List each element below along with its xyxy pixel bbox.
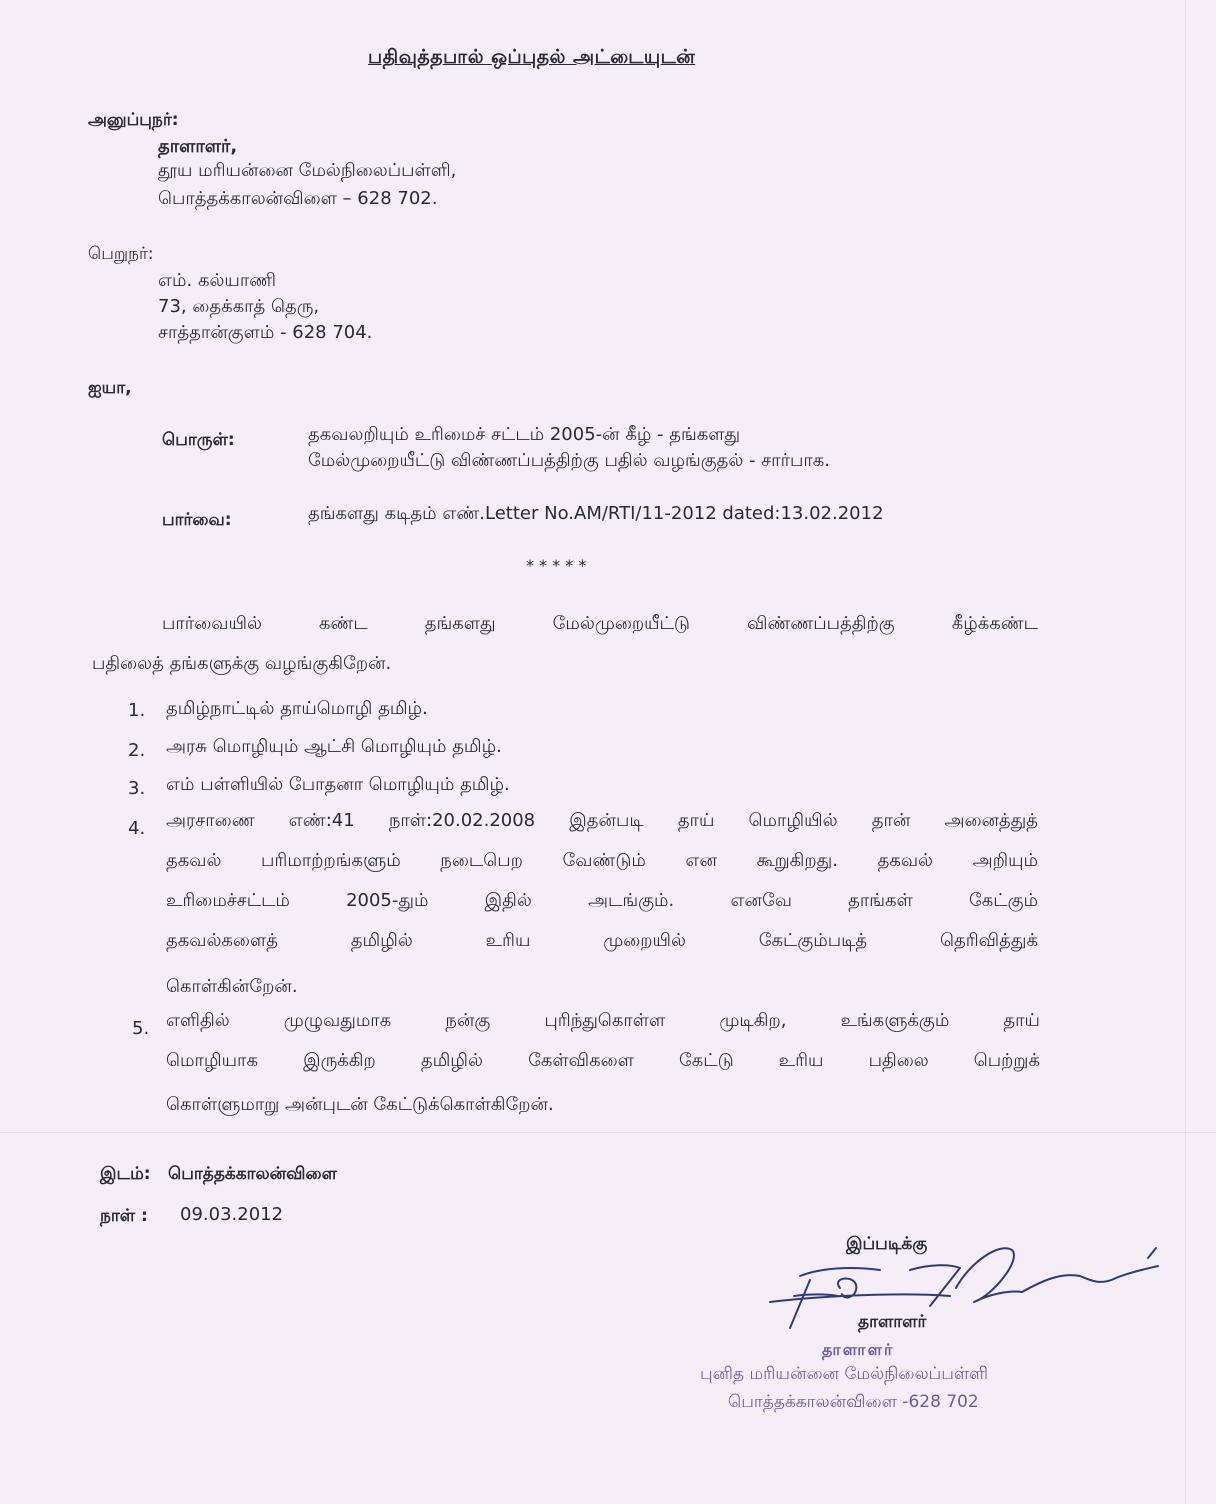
item-4-line-1: அரசாணை எண்:41 நாள்:20.02.2008 இதன்படி தாய் மொழியில் தான் அனைத்துத் xyxy=(166,810,1038,831)
fold-line-vertical xyxy=(1185,0,1186,1504)
recipient-street: 73, தைக்காத் தெரு, xyxy=(158,296,320,317)
stamp-line-3: பொத்தக்காலன்விளை -628 702 xyxy=(728,1392,979,1412)
item-5-line-2: மொழியாக இருக்கிற தமிழில் கேள்விகளை கேட்டு உரிய பதிலை பெற்றுக் xyxy=(166,1050,1040,1071)
intro-line-1: பார்வையில் கண்ட தங்களது மேல்முறையீட்டு விண்ணப்பத்திற்கு கீழ்க்கண்ட xyxy=(162,613,1038,634)
subject-label: பொருள்: xyxy=(162,430,235,450)
item-number: 4. xyxy=(128,818,146,839)
intro-line-2: பதிலைத் தங்களுக்கு வழங்குகிறேன். xyxy=(92,653,392,674)
recipient-label: பெறுநர்: xyxy=(88,244,154,264)
item-5-line-1: எளிதில் முழுவதுமாக நன்கு புரிந்துகொள்ள முடிகிற, உங்களுக்கும் தாய் xyxy=(166,1010,1040,1031)
place-value: பொத்தக்காலன்விளை xyxy=(168,1164,337,1184)
separator-stars: * * * * * xyxy=(526,556,587,575)
sender-label: அனுப்புநர்: xyxy=(88,110,179,130)
subject-line-1: தகவலறியும் உரிமைச் சட்டம் 2005-ன் கீழ் - தங்களது xyxy=(308,424,741,445)
letter-title: பதிவுத்தபால் ஒப்புதல் அட்டையுடன் xyxy=(368,46,696,68)
item-4-line-3: உரிமைச்சட்டம் 2005-தும் இதில் அடங்கும். எனவே தாங்கள் கேட்கும் xyxy=(166,890,1038,911)
reference-label: பார்வை: xyxy=(162,510,232,530)
date-value: 09.03.2012 xyxy=(180,1204,284,1225)
date-label: நாள் : xyxy=(100,1206,148,1226)
place-label: இடம்: xyxy=(100,1164,151,1184)
stamp-line-2: புனித மரியன்னை மேல்நிலைப்பள்ளி xyxy=(700,1364,988,1384)
item-number: 1. xyxy=(128,700,146,721)
item-4-line-4: தகவல்களைத் தமிழில் உரிய முறையில் கேட்கும்படித் தெரிவித்துக் xyxy=(166,930,1038,951)
sender-title: தாளாளர், xyxy=(158,136,238,157)
fold-line-horizontal xyxy=(0,1132,1216,1133)
closing: இப்படிக்கு xyxy=(846,1234,928,1254)
item-number: 5. xyxy=(132,1018,150,1039)
item-4-line-2: தகவல் பரிமாற்றங்களும் நடைபெற வேண்டும் என கூறுகிறது. தகவல் அறியும் xyxy=(166,850,1038,871)
item-5-line-3: கொள்ளுமாறு அன்புடன் கேட்டுக்கொள்கிறேன். xyxy=(166,1094,554,1115)
salutation: ஐயா, xyxy=(88,378,132,398)
item-1-text: தமிழ்நாட்டில் தாய்மொழி தமிழ். xyxy=(166,698,428,719)
item-3-text: எம் பள்ளியில் போதனா மொழியும் தமிழ். xyxy=(166,774,510,795)
sender-address: பொத்தக்காலன்விளை – 628 702. xyxy=(158,188,438,209)
item-number: 3. xyxy=(128,778,146,799)
recipient-name: எம். கல்யாணி xyxy=(158,270,277,291)
item-2-text: அரசு மொழியும் ஆட்சி மொழியும் தமிழ். xyxy=(166,736,502,757)
item-number: 2. xyxy=(128,740,146,761)
signatory-title: தாளாளர் xyxy=(858,1312,927,1332)
stamp-line-1: தாளாளர் xyxy=(822,1340,895,1359)
sender-school: தூய மரியன்னை மேல்நிலைப்பள்ளி, xyxy=(158,160,457,181)
subject-line-2: மேல்முறையீட்டு விண்ணப்பத்திற்கு பதில் வழங்குதல் - சார்பாக. xyxy=(308,450,831,471)
reference-text: தங்களது கடிதம் எண்.Letter No.AM/RTI/11-2012 dated:13.02.2012 xyxy=(308,503,884,524)
item-4-line-5: கொள்கின்றேன். xyxy=(166,976,298,997)
recipient-city: சாத்தான்குளம் - 628 704. xyxy=(158,322,373,343)
signature xyxy=(760,1236,1170,1336)
